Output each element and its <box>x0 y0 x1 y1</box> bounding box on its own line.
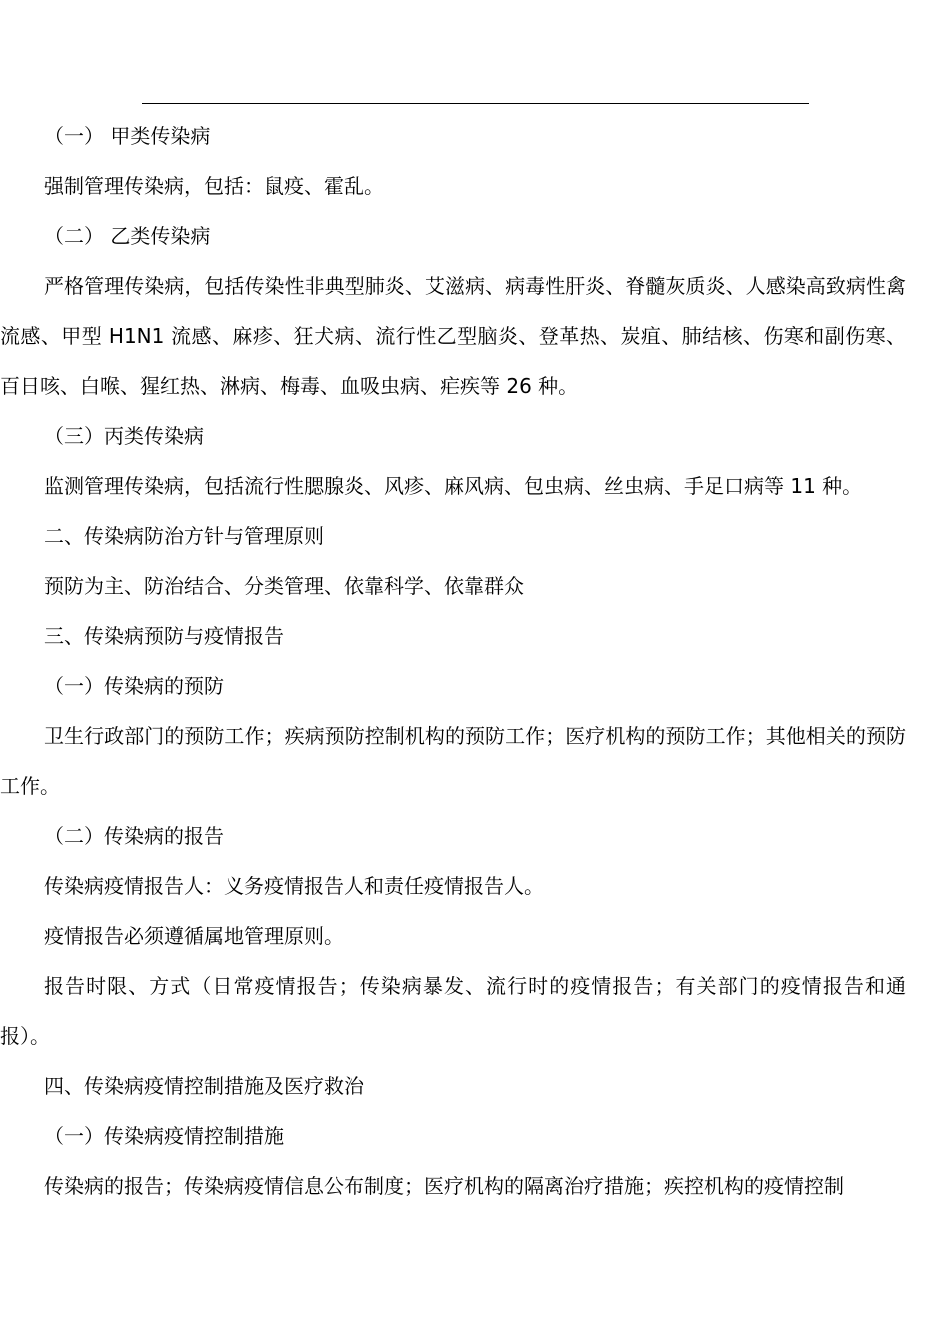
heading-class-c: （三）丙类传染病 <box>44 424 204 448</box>
paragraph-class-a: 强制管理传染病，包括：鼠疫、霍乱。 <box>44 174 384 198</box>
section-heading-4: 四、传染病疫情控制措施及医疗救治 <box>44 1074 364 1098</box>
paragraph-principles: 预防为主、防治结合、分类管理、依靠科学、依靠群众 <box>44 574 524 598</box>
section-heading-3: 三、传染病预防与疫情报告 <box>44 624 284 648</box>
paragraph-prevention: 卫生行政部门的预防工作；疾病预防控制机构的预防工作；医疗机构的预防工作；其他相关的预防工作。 <box>0 724 906 798</box>
heading-class-b: （二） 乙类传染病 <box>44 224 211 248</box>
paragraph-reporters: 传染病疫情报告人：义务疫情报告人和责任疫情报告人。 <box>44 874 544 898</box>
subheading-prevention: （一）传染病的预防 <box>44 674 224 698</box>
paragraph-control-measures: 传染病的报告；传染病疫情信息公布制度；医疗机构的隔离治疗措施；疾控机构的疫情控制 <box>44 1174 844 1198</box>
header-rule <box>142 103 809 104</box>
heading-class-a: （一） 甲类传染病 <box>44 124 211 148</box>
paragraph-reporting-methods: 报告时限、方式（日常疫情报告；传染病暴发、流行时的疫情报告；有关部门的疫情报告和通报）。 <box>0 974 906 1048</box>
document-body <box>0 111 906 1211</box>
paragraph-class-c: 监测管理传染病，包括流行性腮腺炎、风疹、麻风病、包虫病、丝虫病、手足口病等 11 种。 <box>44 474 863 498</box>
subheading-reporting: （二）传染病的报告 <box>44 824 224 848</box>
section-heading-2: 二、传染病防治方针与管理原则 <box>44 524 324 548</box>
paragraph-territorial-principle: 疫情报告必须遵循属地管理原则。 <box>44 924 344 948</box>
paragraph-class-b: 严格管理传染病，包括传染性非典型肺炎、艾滋病、病毒性肝炎、脊髓灰质炎、人感染高致病性禽流感、甲型 H1N1 流感、麻疹、狂犬病、流行性乙型脑炎、登革热、炭疽、肺结核、伤寒和副伤寒、百日咳、白喉、猩红热、淋病、梅毒、血吸虫病、疟疾等 26 种。 <box>0 274 906 398</box>
subheading-control-measures: （一）传染病疫情控制措施 <box>44 1124 284 1148</box>
